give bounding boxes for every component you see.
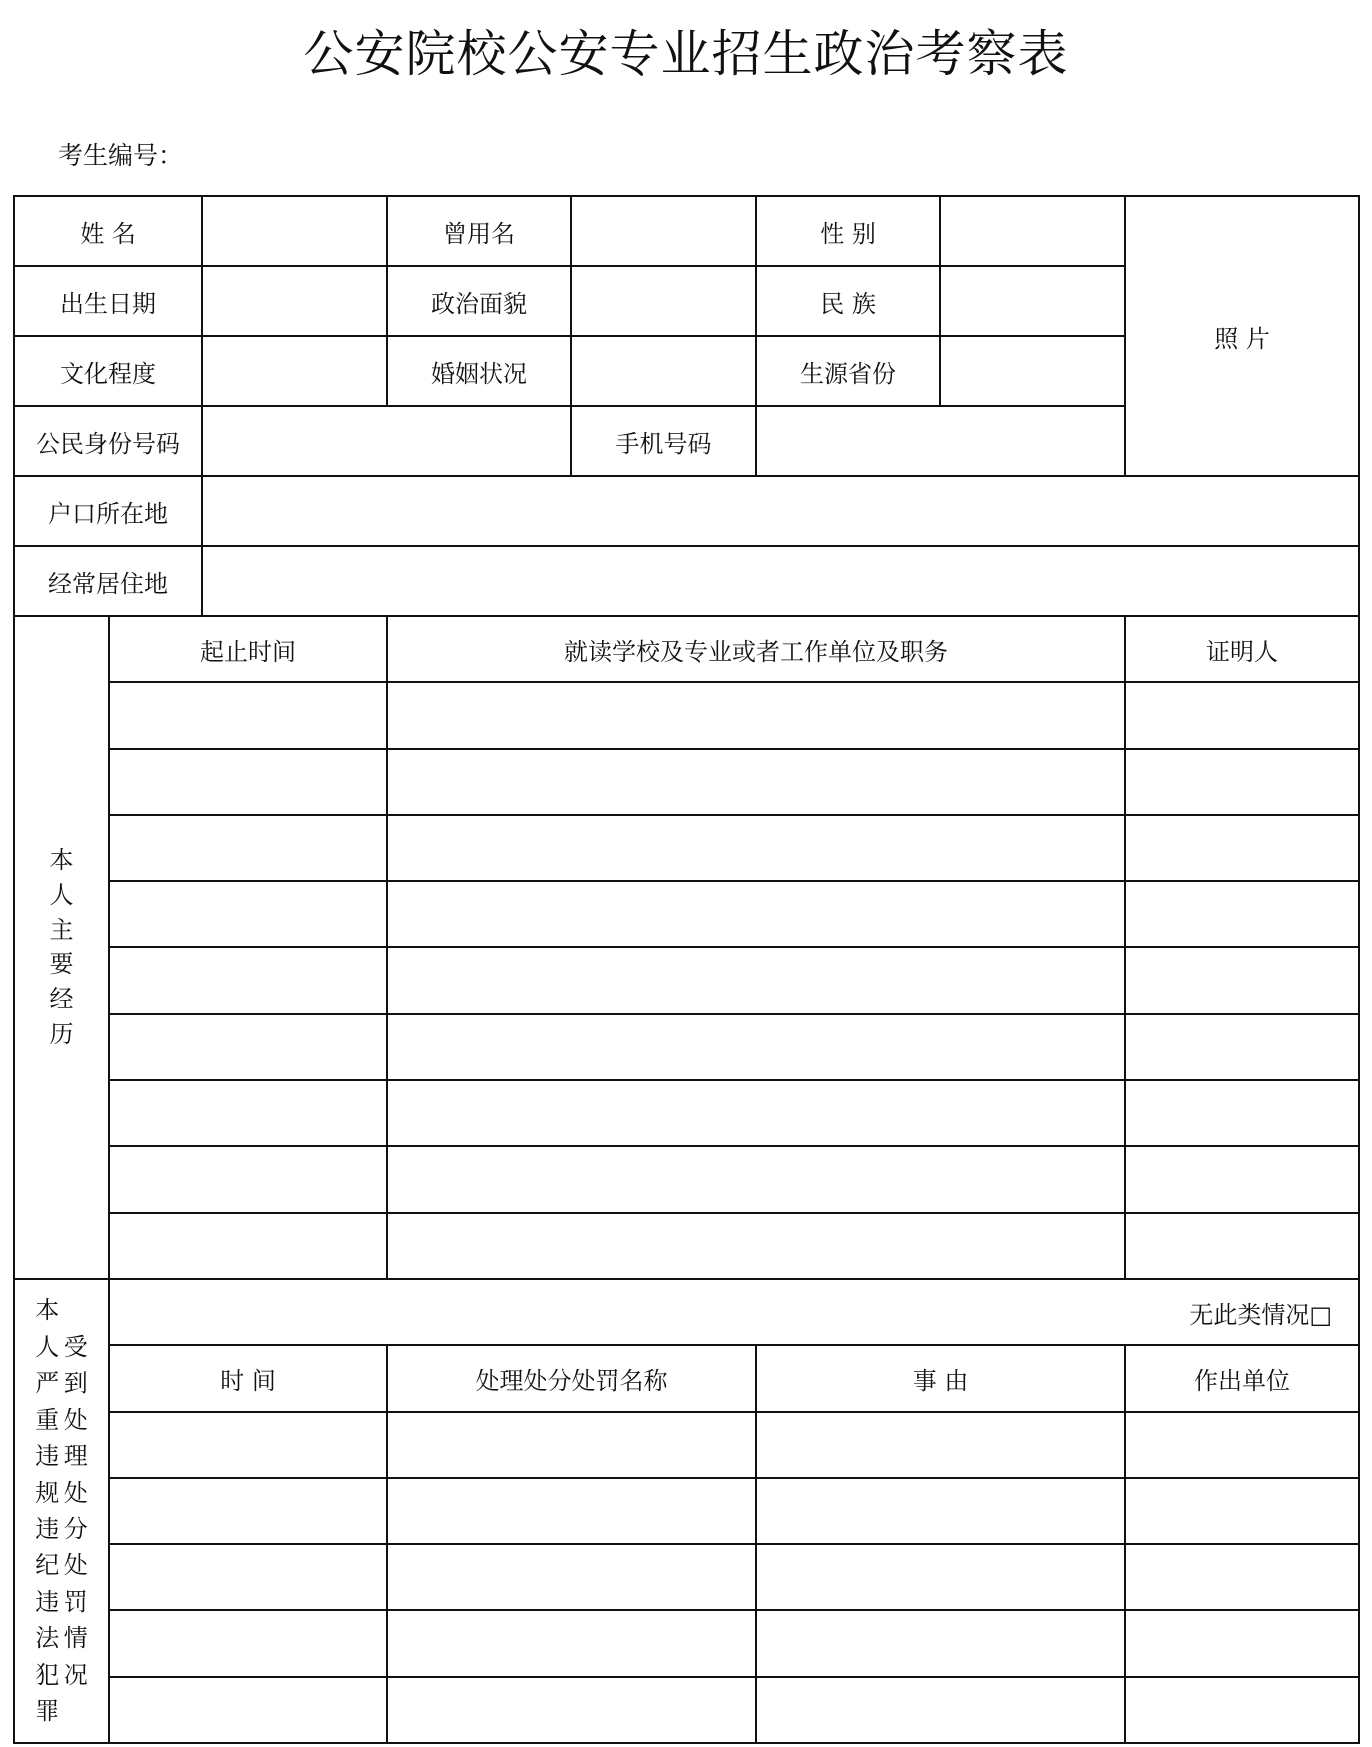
no-such-case-checkbox[interactable]: 无此类情况□ [109,1279,1359,1345]
hukou-field[interactable] [202,476,1359,546]
pun-time-cell[interactable] [109,1610,387,1676]
political-field[interactable] [571,266,756,336]
table-row [14,682,1359,748]
id-number-field[interactable] [202,406,571,476]
table-row [14,947,1359,1013]
province-field[interactable] [940,336,1125,406]
exp-school-work-cell[interactable] [387,1213,1125,1279]
pun-header-name: 处理处分处罚名称 [387,1345,756,1411]
exp-header-witness: 证明人 [1125,616,1359,682]
exp-period-cell[interactable] [109,749,387,815]
ethnic-field[interactable] [940,266,1125,336]
exp-period-cell[interactable] [109,947,387,1013]
pun-name-cell[interactable] [387,1677,756,1743]
pun-unit-cell[interactable] [1125,1544,1359,1610]
exp-witness-cell[interactable] [1125,1080,1359,1146]
table-row [14,1146,1359,1212]
table-row [14,749,1359,815]
exp-school-work-cell[interactable] [387,947,1125,1013]
exp-header-school-work: 就读学校及专业或者工作单位及职务 [387,616,1125,682]
table-row [14,1677,1359,1743]
punishment-label [14,1279,109,1743]
exp-witness-cell[interactable] [1125,1146,1359,1212]
pun-reason-cell[interactable] [756,1478,1125,1544]
table-row [14,1610,1359,1676]
photo-box[interactable]: 照 片 [1125,196,1359,476]
exp-header-period: 起止时间 [109,616,387,682]
punishment-label-col1: 本人严重违规违纪违法犯罪 [35,1296,60,1726]
gender-label: 性 别 [756,196,940,266]
political-label: 政治面貌 [387,266,571,336]
pun-time-cell[interactable] [109,1677,387,1743]
pun-unit-cell[interactable] [1125,1412,1359,1478]
pun-name-cell[interactable] [387,1478,756,1544]
birth-label: 出生日期 [14,266,202,336]
pun-reason-cell[interactable] [756,1412,1125,1478]
exp-school-work-cell[interactable] [387,682,1125,748]
pun-header-reason: 事 由 [756,1345,1125,1411]
table-row [14,1478,1359,1544]
exp-period-cell[interactable] [109,1080,387,1146]
experience-label [14,616,109,1279]
pun-reason-cell[interactable] [756,1610,1125,1676]
pun-time-cell[interactable] [109,1412,387,1478]
exp-witness-cell[interactable] [1125,749,1359,815]
exp-period-cell[interactable] [109,1213,387,1279]
hukou-label: 户口所在地 [14,476,202,546]
former-name-field[interactable] [571,196,756,266]
province-label: 生源省份 [756,336,940,406]
name-label: 姓 名 [14,196,202,266]
exp-witness-cell[interactable] [1125,1213,1359,1279]
exp-period-cell[interactable] [109,815,387,881]
birth-field[interactable] [202,266,387,336]
education-label: 文化程度 [14,336,202,406]
exp-school-work-cell[interactable] [387,1146,1125,1212]
table-row [14,1213,1359,1279]
experience-label-text: 本人主要经历 [49,846,74,1049]
pun-reason-cell[interactable] [756,1677,1125,1743]
exp-period-cell[interactable] [109,881,387,947]
exam-number-label: 考生编号： [58,141,184,170]
table-row [14,1080,1359,1146]
pun-name-cell[interactable] [387,1412,756,1478]
name-field[interactable] [202,196,387,266]
exp-witness-cell[interactable] [1125,815,1359,881]
ethnic-label: 民 族 [756,266,940,336]
marital-field[interactable] [571,336,756,406]
exp-school-work-cell[interactable] [387,1014,1125,1080]
punishment-label-col2: 受到处理处分处罚情况 [63,1332,88,1689]
table-row [14,1412,1359,1478]
pun-unit-cell[interactable] [1125,1677,1359,1743]
residence-label: 经常居住地 [14,546,202,616]
pun-unit-cell[interactable] [1125,1478,1359,1544]
phone-label: 手机号码 [571,406,756,476]
form-title: 公安院校公安专业招生政治考察表 [303,25,1069,83]
pun-time-cell[interactable] [109,1544,387,1610]
exp-school-work-cell[interactable] [387,1080,1125,1146]
table-row [14,815,1359,881]
pun-time-cell[interactable] [109,1478,387,1544]
gender-field[interactable] [940,196,1125,266]
pun-header-unit: 作出单位 [1125,1345,1359,1411]
phone-field[interactable] [756,406,1125,476]
exp-witness-cell[interactable] [1125,947,1359,1013]
pun-reason-cell[interactable] [756,1544,1125,1610]
pun-name-cell[interactable] [387,1544,756,1610]
table-row [14,1544,1359,1610]
pun-name-cell[interactable] [387,1610,756,1676]
id-number-label: 公民身份号码 [14,406,202,476]
exp-period-cell[interactable] [109,1014,387,1080]
exp-period-cell[interactable] [109,682,387,748]
exp-witness-cell[interactable] [1125,1014,1359,1080]
exp-witness-cell[interactable] [1125,881,1359,947]
pun-header-time: 时 间 [109,1345,387,1411]
exp-school-work-cell[interactable] [387,815,1125,881]
table-row [14,881,1359,947]
exp-period-cell[interactable] [109,1146,387,1212]
marital-label: 婚姻状况 [387,336,571,406]
pun-unit-cell[interactable] [1125,1610,1359,1676]
education-field[interactable] [202,336,387,406]
former-name-label: 曾用名 [387,196,571,266]
exp-school-work-cell[interactable] [387,881,1125,947]
exp-school-work-cell[interactable] [387,749,1125,815]
residence-field[interactable] [202,546,1359,616]
political-review-form [13,195,1360,1744]
exp-witness-cell[interactable] [1125,682,1359,748]
table-row [14,1014,1359,1080]
